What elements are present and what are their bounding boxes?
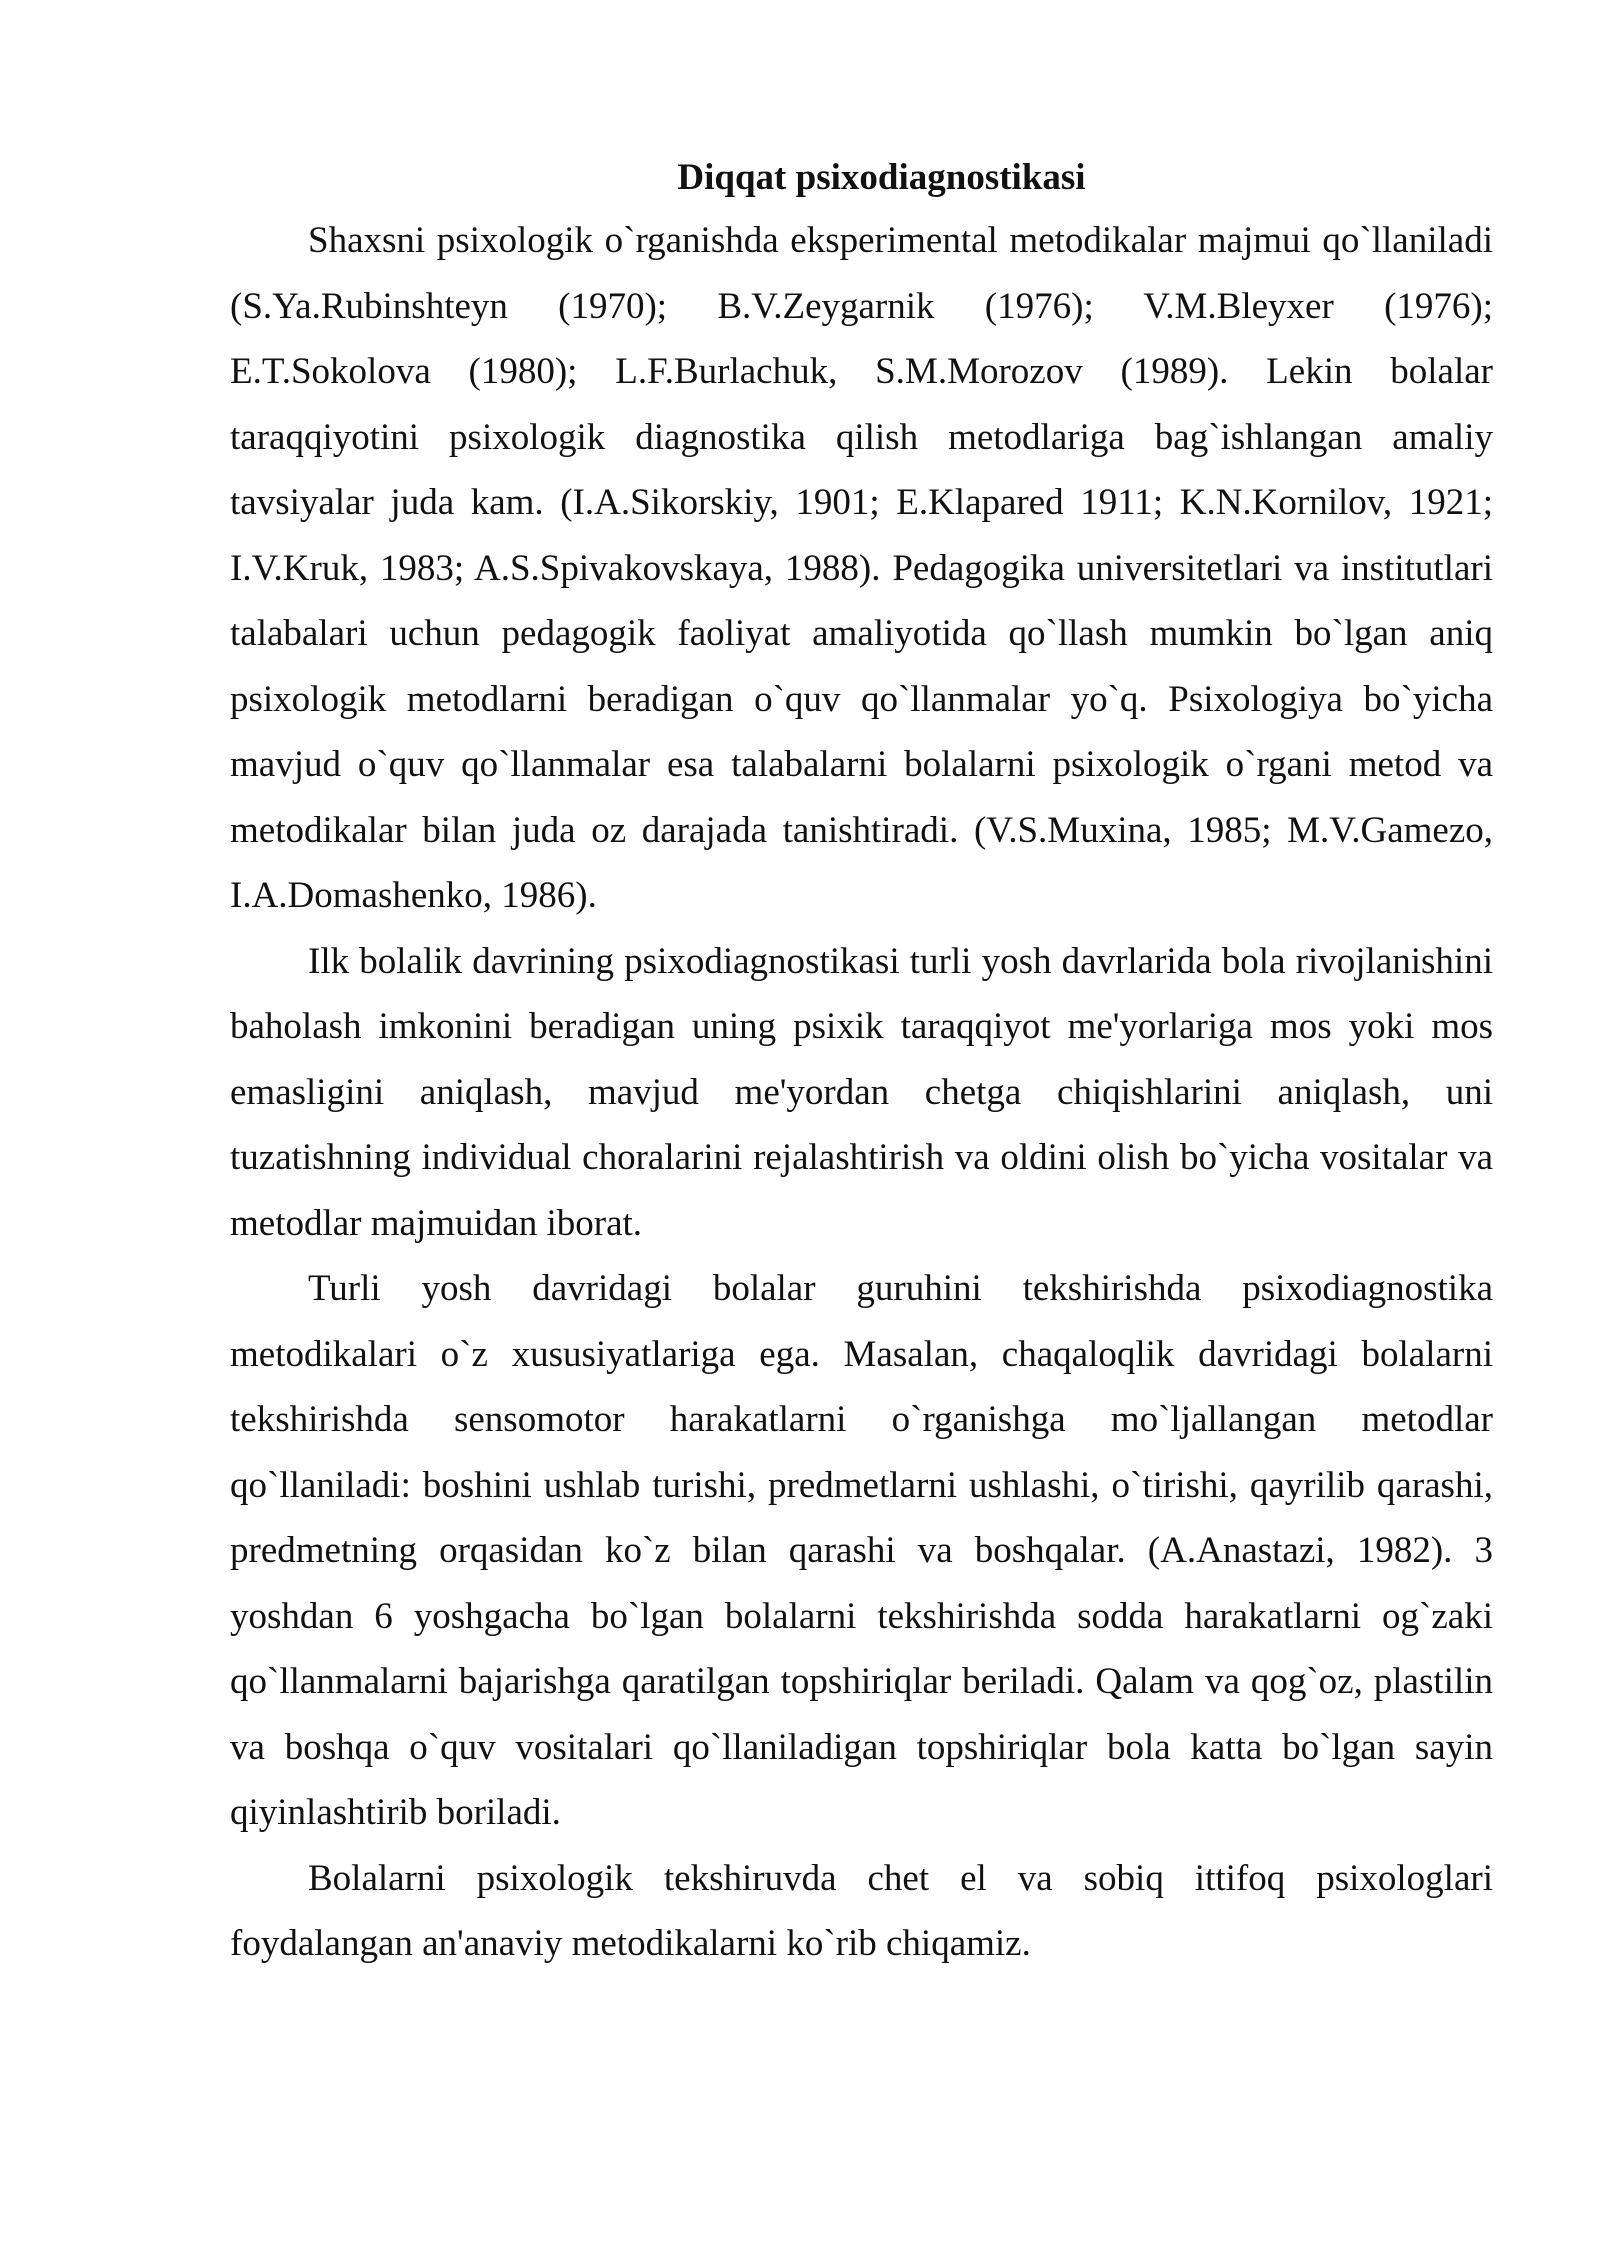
paragraph-4: Bolalarni psixologik tekshiruvda chet el va sobiq ittifoq psixologlari foydalangan an'anaviy metodikalarni ko`rib chiqamiz. [230, 1857, 1493, 1964]
paragraph-1: Shaxsni psixologik o`rganishda eksperimental metodikalar majmui qo`llaniladi (S.Ya.Rubinshteyn (1970); B.V.Zeygarnik (1976); V.M.Bleyxer (1976); E.T.Sokolova (1980); L.F.Burlachuk, S.M.Morozov (1989). Lekin bolalar taraqqiyotini psixologik diagnostika qilish metodlariga bag`ishlangan amaliy tavsiyalar juda kam. (I.A.Sikorskiy, 1901; E.Klapared 1911; K.N.Kornilov, 1921; I.V.Kruk, 1983; A.S.Spivakovskaya, 1988). Pedagogika universitetlari va institutlari talabalari uchun pedagogik faoliyat amaliyotida qo`llash mumkin bo`lgan aniq psixologik metodlarni beradigan o`quv qo`llanmalar yo`q. Psixologiya bo`yicha mavjud o`quv qo`llanmalar esa talabalarni bolalarni psixologik o`rgani metod va metodikalar bilan juda oz darajada tanishtiradi. (V.S.Muxina, 1985; M.V.Gamezo, I.A.Domashenko, 1986). [230, 220, 1493, 916]
paragraph-2: Ilk bolalik davrining psixodiagnostikasi turli yosh davrlarida bola rivojlanishini baholash imkonini beradigan uning psixik taraqqiyot me'yorlariga mos yoki mos emasligini aniqlash, mavjud me'yordan chetga chiqishlarini aniqlash, uni tuzatishning individual choralarini rejalashtirish va oldini olish bo`yicha vositalar va metodlar majmuidan iborat. [230, 940, 1493, 1244]
paragraph-3: Turli yosh davridagi bolalar guruhini tekshirishda psixodiagnostika metodikalari o`z xususiyatlariga ega. Masalan, chaqaloqlik davridagi bolalarni tekshirishda sensomotor harakatlarni o`rganishga mo`ljallangan metodlar qo`llaniladi: boshini ushlab turishi, predmetlarni ushlashi, o`tirishi, qayrilib qarashi, predmetning orqasidan ko`z bilan qarashi va boshqalar. (A.Anastazi, 1982). 3 yoshdan 6 yoshgacha bo`lgan bolalarni tekshirishda sodda harakatlarni og`zaki qo`llanmalarni bajarishga qaratilgan topshiriqlar beriladi. Qalam va qog`oz, plastilin va boshqa o`quv vositalari qo`llaniladigan topshiriqlar bola katta bo`lgan sayin qiyinlashtirib boriladi. [230, 1268, 1493, 1833]
document-title: Diqqat psixodiagnostikasi [677, 157, 1086, 198]
document-page [230, 148, 1493, 1977]
